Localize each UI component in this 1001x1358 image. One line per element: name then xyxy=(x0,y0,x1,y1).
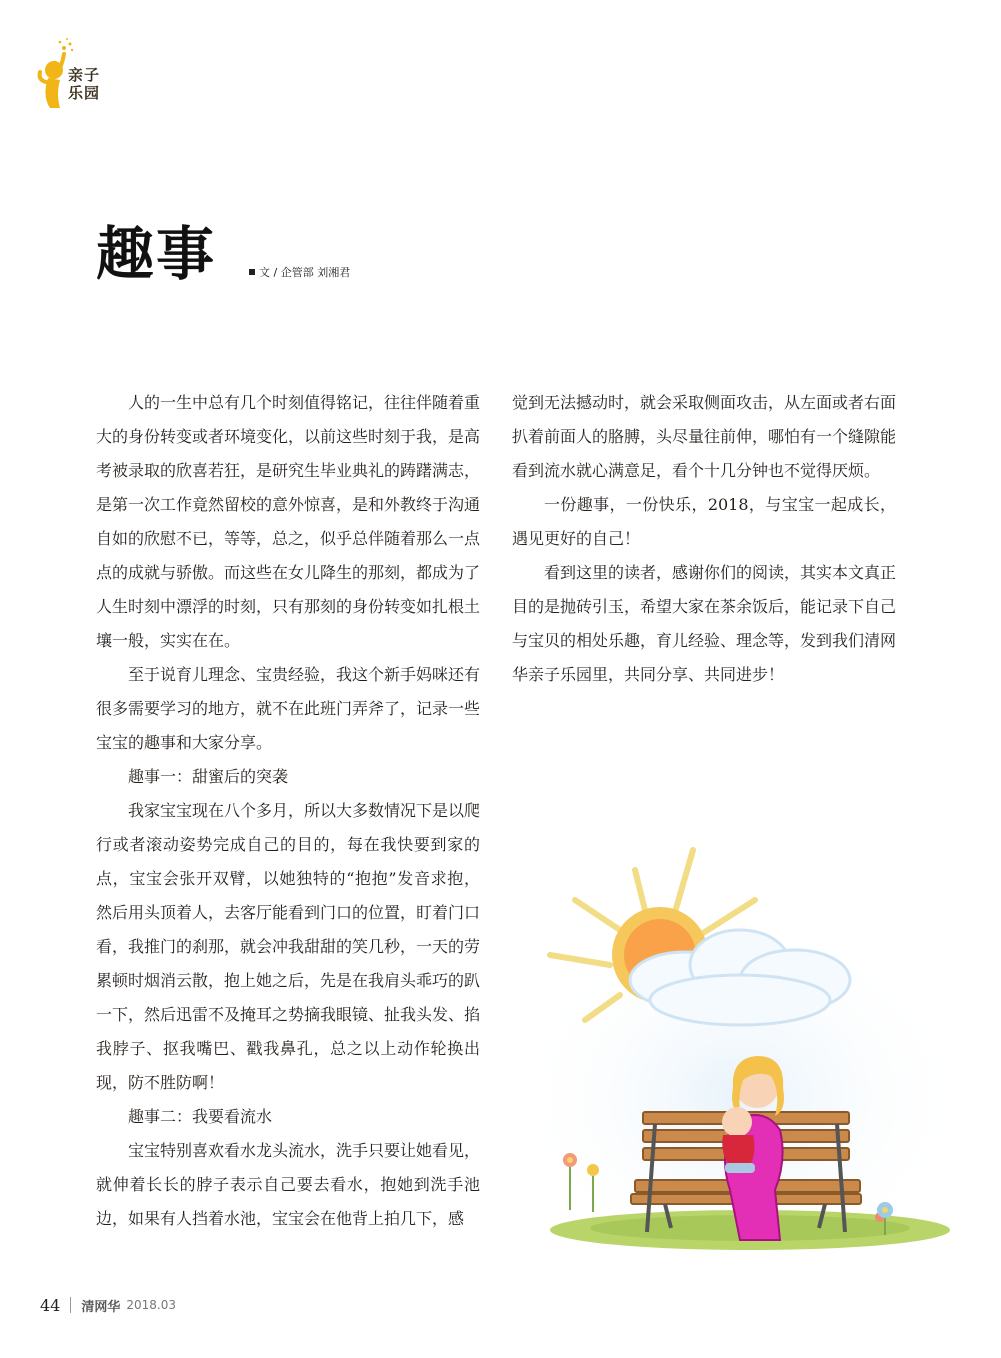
logo-line-1: 亲子 xyxy=(68,66,101,84)
paragraph-story-two: 宝宝特别喜欢看水龙头流水，洗手只要让她看见，就伸着长长的脖子表示自己要去看水，抱她到洗手池边，如果有人挡着水池，宝宝会在他背上拍几下，感 xyxy=(96,1141,481,1228)
mother-baby-bench-illustration xyxy=(525,830,955,1260)
paragraph-parenting: 至于说育儿理念、宝贵经验，我这个新手妈咪还有很多需要学习的地方，就不在此班门弄斧了，记录一些宝宝的趣事和大家分享。 xyxy=(96,665,481,752)
bullet-square-icon xyxy=(249,269,255,275)
logo-line-2: 乐园 xyxy=(68,84,101,102)
paragraph-story-two-continued: 觉到无法撼动时，就会采取侧面攻击，从左面或者右面扒着前面人的胳膊，头尽量往前伸，哪怕有一个缝隙能看到流水就心满意足，看个十几分钟也不觉得厌烦。 xyxy=(512,393,897,480)
footer-divider xyxy=(70,1297,71,1313)
paragraph-summary: 一份趣事，一份快乐，2018，与宝宝一起成长，遇见更好的自己！ xyxy=(512,495,896,548)
byline xyxy=(249,265,350,281)
article-title: 趣事 xyxy=(96,220,217,288)
magazine-name: 清网华 xyxy=(81,1299,121,1315)
paragraph-intro: 人的一生中总有几个时刻值得铭记，往往伴随着重大的身份转变或者环境变化，以前这些时刻于我，是高考被录取的欣喜若狂，是研究生毕业典礼的踌躇满志，是第一次工作竟然留校的意外惊喜，是和外教终于沟通自如的欣慰不已，等等，总之，似乎总伴随着那么一点点的成就与骄傲。而这些在女儿降生的那刻，都成为了人生时刻中漂浮的时刻，只有那刻的身份转变如扎根土壤一般，实实在在。 xyxy=(96,393,481,650)
page-number: 44 xyxy=(40,1295,61,1315)
page-footer xyxy=(40,1290,176,1320)
right-column xyxy=(512,386,896,692)
byline-text: 文 / 企管部 刘湘君 xyxy=(259,266,351,279)
paragraph-story-one: 我家宝宝现在八个多月，所以大多数情况下是以爬行或者滚动姿势完成自己的目的，每在我快要到家的点，宝宝会张开双臂，以她独特的“抱抱”发音求抱，然后用头顶着人，去客厅能看到门口的位置，盯着门口看，我推门的刹那，就会冲我甜甜的笑几秒，一天的劳累顿时烟消云散，抱上她之后，先是在我肩头乖巧的趴一下，然后迅雷不及掩耳之势摘我眼镜、扯我头发、掐我脖子、抠我嘴巴、戳我鼻孔，总之以上动作轮换出现，防不胜防啊！ xyxy=(96,801,481,1092)
paragraph-call-to-action: 看到这里的读者，感谢你们的阅读，其实本文真正目的是抛砖引玉，希望大家在茶余饭后，能记录下自己与宝贝的相处乐趣，育儿经验、理念等，发到我们清网华亲子乐园里，共同分享、共同进步！ xyxy=(512,563,897,684)
left-column xyxy=(96,386,480,1236)
subheading-story-one: 趣事一：甜蜜后的突袭 xyxy=(128,767,289,786)
issue-number: 2018.03 xyxy=(126,1298,176,1312)
subheading-story-two: 趣事二：我要看流水 xyxy=(128,1107,273,1126)
section-logo-label xyxy=(68,66,100,102)
